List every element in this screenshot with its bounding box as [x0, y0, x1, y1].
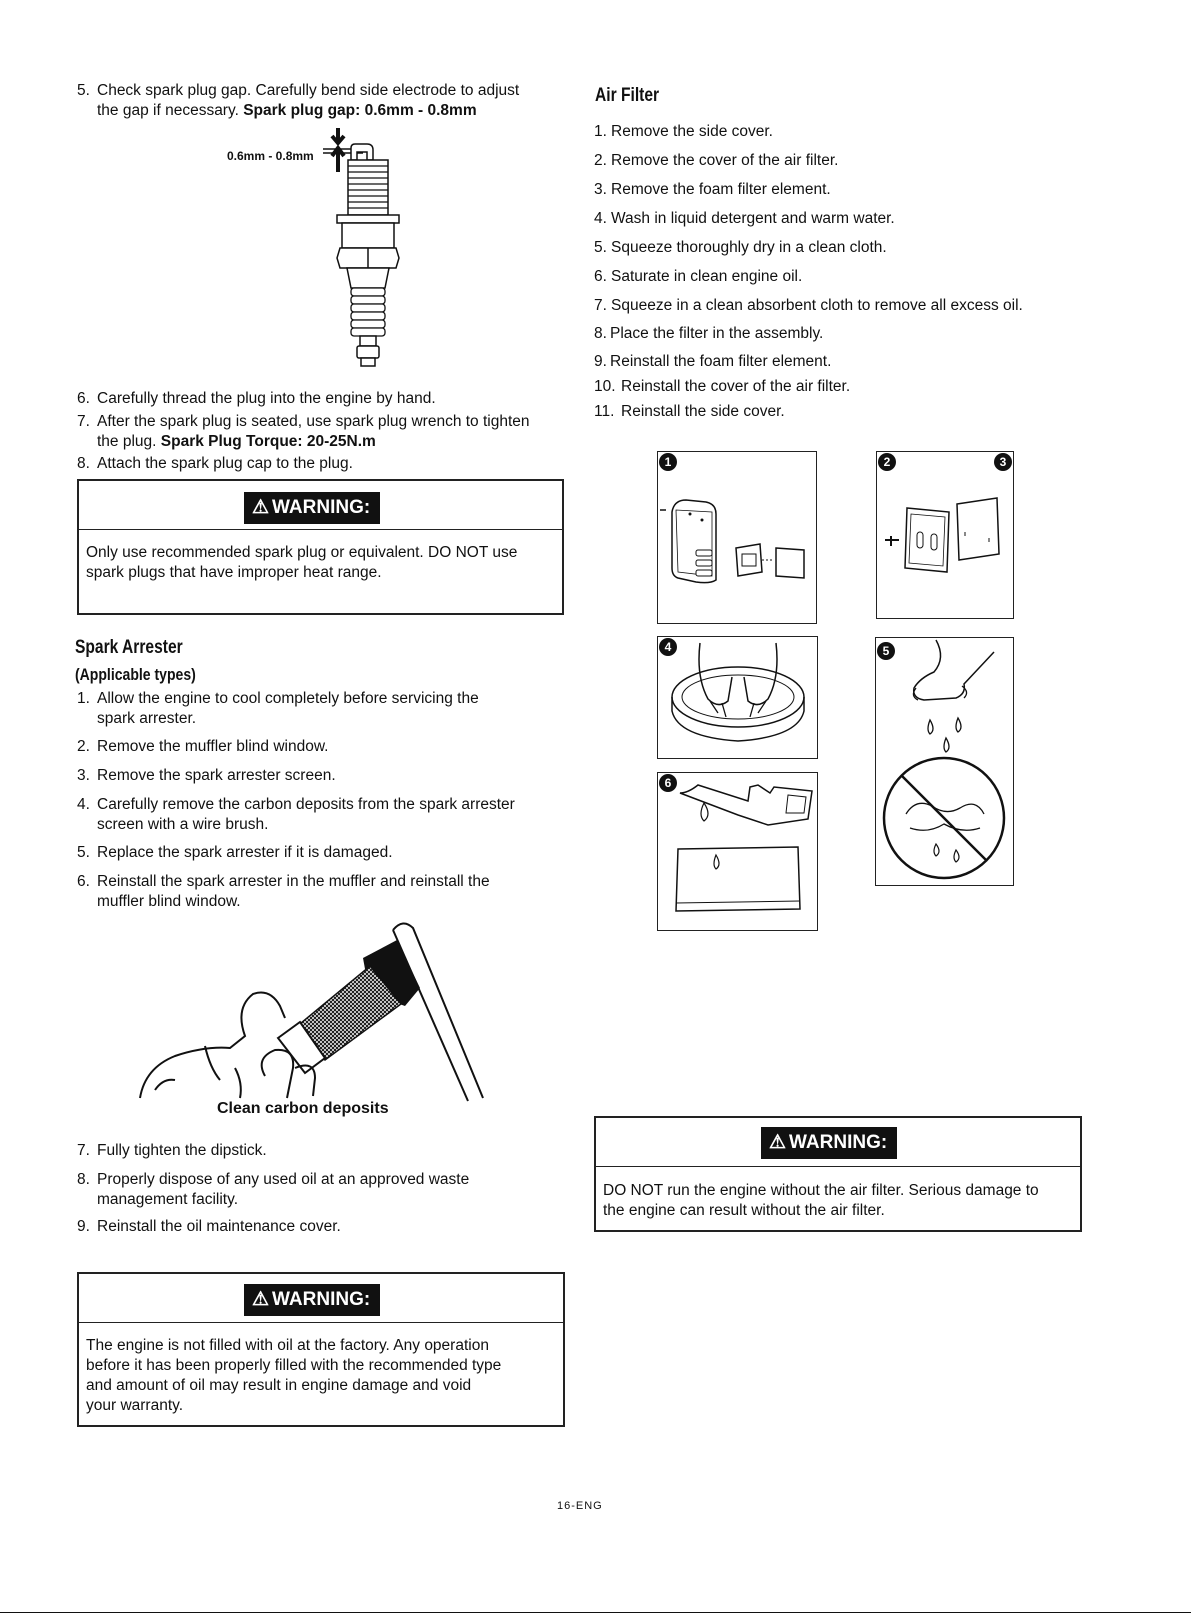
air-filter-figure-6	[657, 772, 818, 931]
warning-text: DO NOT run the engine without the air filter. Serious damage to the engine can result without the air filter.	[603, 1182, 1039, 1219]
warning-text: The engine is not filled with oil at the factory. Any operation before it has been properly filled with the recommended type and amount of oil may result in engine damage and void your warranty.	[86, 1337, 502, 1414]
air-filter-figure-1	[657, 451, 817, 624]
step-number: 7.	[77, 413, 90, 430]
step-number: 5.	[77, 82, 90, 99]
air-filter-figure-5	[875, 637, 1014, 886]
step-text: the plug.	[97, 433, 161, 450]
section-subtitle-applicable-types: (Applicable types)	[75, 666, 196, 684]
step-badge-4: 4	[659, 638, 677, 656]
wire-brush-cleaning-illustration	[135, 918, 495, 1103]
section-title-spark-arrester: Spark Arrester	[75, 637, 183, 658]
warning-triangle-icon: ⚠	[252, 1289, 270, 1310]
warning-triangle-icon: ⚠	[252, 497, 270, 518]
page-number: 16-ENG	[557, 1500, 603, 1512]
step-text: Attach the spark plug cap to the plug.	[97, 455, 353, 472]
side-cover-removal-illustration	[658, 452, 814, 622]
warning-label: ⚠ WARNING:	[244, 492, 380, 524]
step-text: Carefully thread the plug into the engine by hand.	[97, 390, 436, 407]
step-number: 6.	[77, 390, 90, 407]
warning-box-spark-plug	[77, 479, 564, 615]
step-text: the gap if necessary.	[97, 102, 244, 119]
warning-label: ⚠ WARNING:	[761, 1127, 897, 1159]
spark-plug-gap-spec: Spark plug gap: 0.6mm - 0.8mm	[243, 102, 477, 119]
warning-triangle-icon: ⚠	[769, 1132, 787, 1153]
page-bottom-rule	[0, 1612, 1191, 1613]
step-badge-2: 2	[878, 453, 896, 471]
step-number: 8.	[77, 455, 90, 472]
squeeze-dry-do-not-wring-illustration	[876, 638, 1013, 885]
saturate-in-oil-illustration	[658, 773, 817, 930]
air-filter-figure-4	[657, 636, 818, 759]
filter-element-removal-illustration	[877, 452, 1013, 618]
step-text: After the spark plug is seated, use spark plug wrench to tighten	[97, 413, 530, 430]
step-badge-6: 6	[659, 774, 677, 792]
brush-caption: Clean carbon deposits	[217, 1100, 389, 1117]
warning-box-oil	[77, 1272, 565, 1427]
step-badge-5: 5	[877, 642, 895, 660]
air-filter-figure-2-3	[876, 451, 1014, 619]
section-title-air-filter: Air Filter	[595, 85, 660, 106]
step-badge-1: 1	[659, 453, 677, 471]
warning-box-air-filter	[594, 1116, 1082, 1232]
washing-filter-illustration	[658, 637, 817, 758]
step-text: Check spark plug gap. Carefully bend side electrode to adjust	[97, 82, 520, 99]
spark-plug-illustration	[315, 128, 415, 373]
spark-plug-gap-label: 0.6mm - 0.8mm	[227, 149, 314, 163]
spark-plug-torque-spec: Spark Plug Torque: 20-25N.m	[160, 433, 376, 450]
warning-text: Only use recommended spark plug or equivalent. DO NOT use spark plugs that have improper heat range.	[86, 544, 518, 581]
warning-label: ⚠ WARNING:	[244, 1284, 380, 1316]
step-badge-3: 3	[994, 453, 1012, 471]
